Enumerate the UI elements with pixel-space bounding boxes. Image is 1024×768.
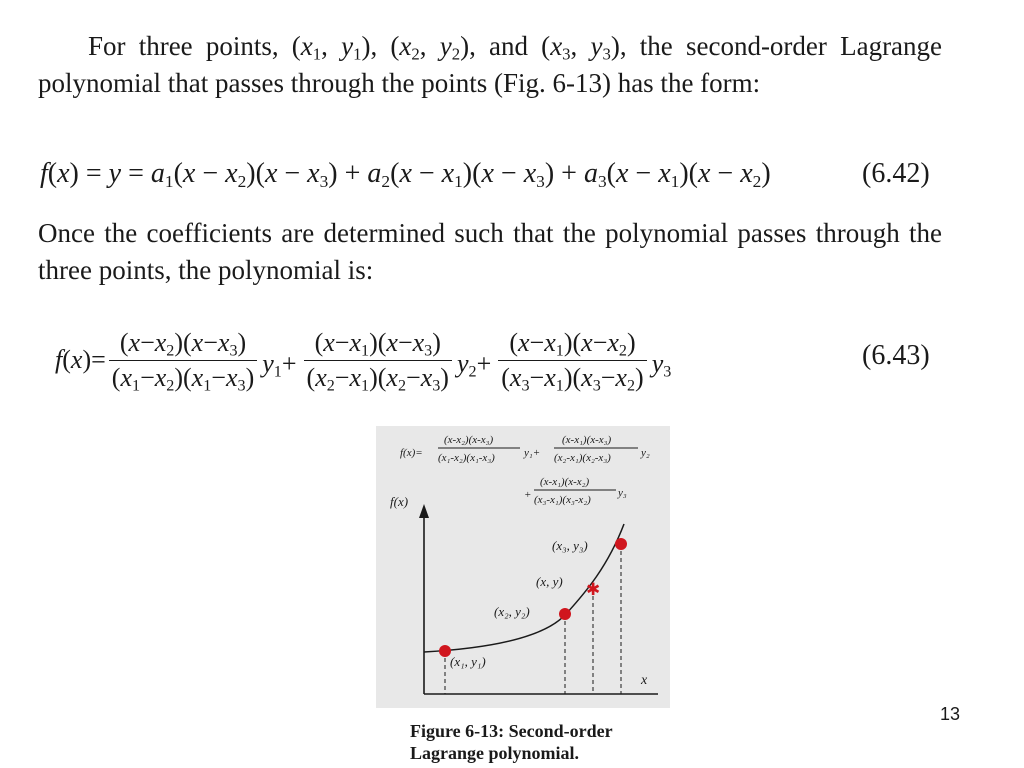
lagrange-figure: [376, 426, 670, 708]
svg-text:(x-x₁)(x-x₂): (x-x₁)(x-x₂): [540, 476, 590, 488]
figure-caption: [410, 720, 613, 764]
point-label-2: (x₂, y₂): [494, 604, 530, 619]
equation-6-43: f(x)= $\frac{(x-x_2)(x-x_3)}{(x_1-x_2)(x_1-x_3)}$ $y_1+$ $\frac{(x-x_1)(x-x_3)}{(x_2-x_1)(x_2-x_3)}$ $y_2+$ $\frac{(x-x_1)(x-x_2)}{(x_3-x_1)(x_3-x_2)}$ $y_3$: [55, 327, 672, 394]
svg-text:f(x)=: f(x)=: [400, 447, 423, 459]
lagrange-plot: [376, 426, 670, 708]
svg-text:y₁+: y₁+: [524, 447, 541, 459]
x-axis-label: x: [641, 673, 648, 688]
y-axis-label: f(x): [390, 494, 409, 509]
y-axis-arrow-icon: [419, 504, 429, 518]
page-number: 13: [940, 704, 961, 724]
svg-text:(x₁-x₂)(x₁-x₃): (x₁-x₂)(x₁-x₃): [438, 452, 495, 464]
svg-text:+: +: [524, 489, 532, 501]
equation-number-6-43: (6.43): [862, 340, 930, 371]
equation-6-42: $f(x) = y = a_1(x - x_2)(x - x_3) + a_2(x - x_1)(x - x_3) + a_3(x - x_1)(x - x_2)$: [40, 158, 771, 191]
drop-lines: [445, 544, 621, 694]
point-label-1: (x₁, y₁): [450, 654, 486, 669]
data-point-2: [559, 608, 571, 620]
svg-text:(x-x₁)(x-x₃): (x-x₁)(x-x₃): [562, 434, 612, 446]
figure-caption-line-1: Figure 6-13: Second-order: [410, 721, 613, 741]
data-point-3: [615, 538, 627, 550]
intro-paragraph: For three points, ($x_1$, $y_1$), ($x_2$, $y_2$), and ($x_3$, $y_3$), the second-order Lagrange polynomial that passes through the points (Fig. 6-13) has the form:: [38, 31, 943, 98]
svg-text:y₂: y₂: [641, 447, 650, 459]
svg-text:(x-x₂)(x-x₃): (x-x₂)(x-x₃): [444, 434, 494, 446]
equation-number-6-42: (6.42): [862, 158, 930, 189]
interpolated-point-star-icon: ✱: [586, 580, 601, 599]
figure-caption-line-2: Lagrange polynomial.: [410, 743, 580, 763]
svg-text:(x₂-x₁)(x₂-x₃): (x₂-x₁)(x₂-x₃): [554, 452, 611, 464]
svg-text:(x₃-x₁)(x₃-x₂): (x₃-x₁)(x₃-x₂): [534, 494, 591, 506]
point-label-3: (x₃, y₃): [552, 538, 588, 553]
point-label-xy: (x, y): [536, 574, 563, 589]
coefficients-paragraph: Once the coefficients are determined such that the polynomial passes through the three points, the polynomial is:: [38, 218, 942, 285]
figure-formula: [400, 434, 650, 506]
svg-text:y₃: y₃: [618, 487, 627, 499]
